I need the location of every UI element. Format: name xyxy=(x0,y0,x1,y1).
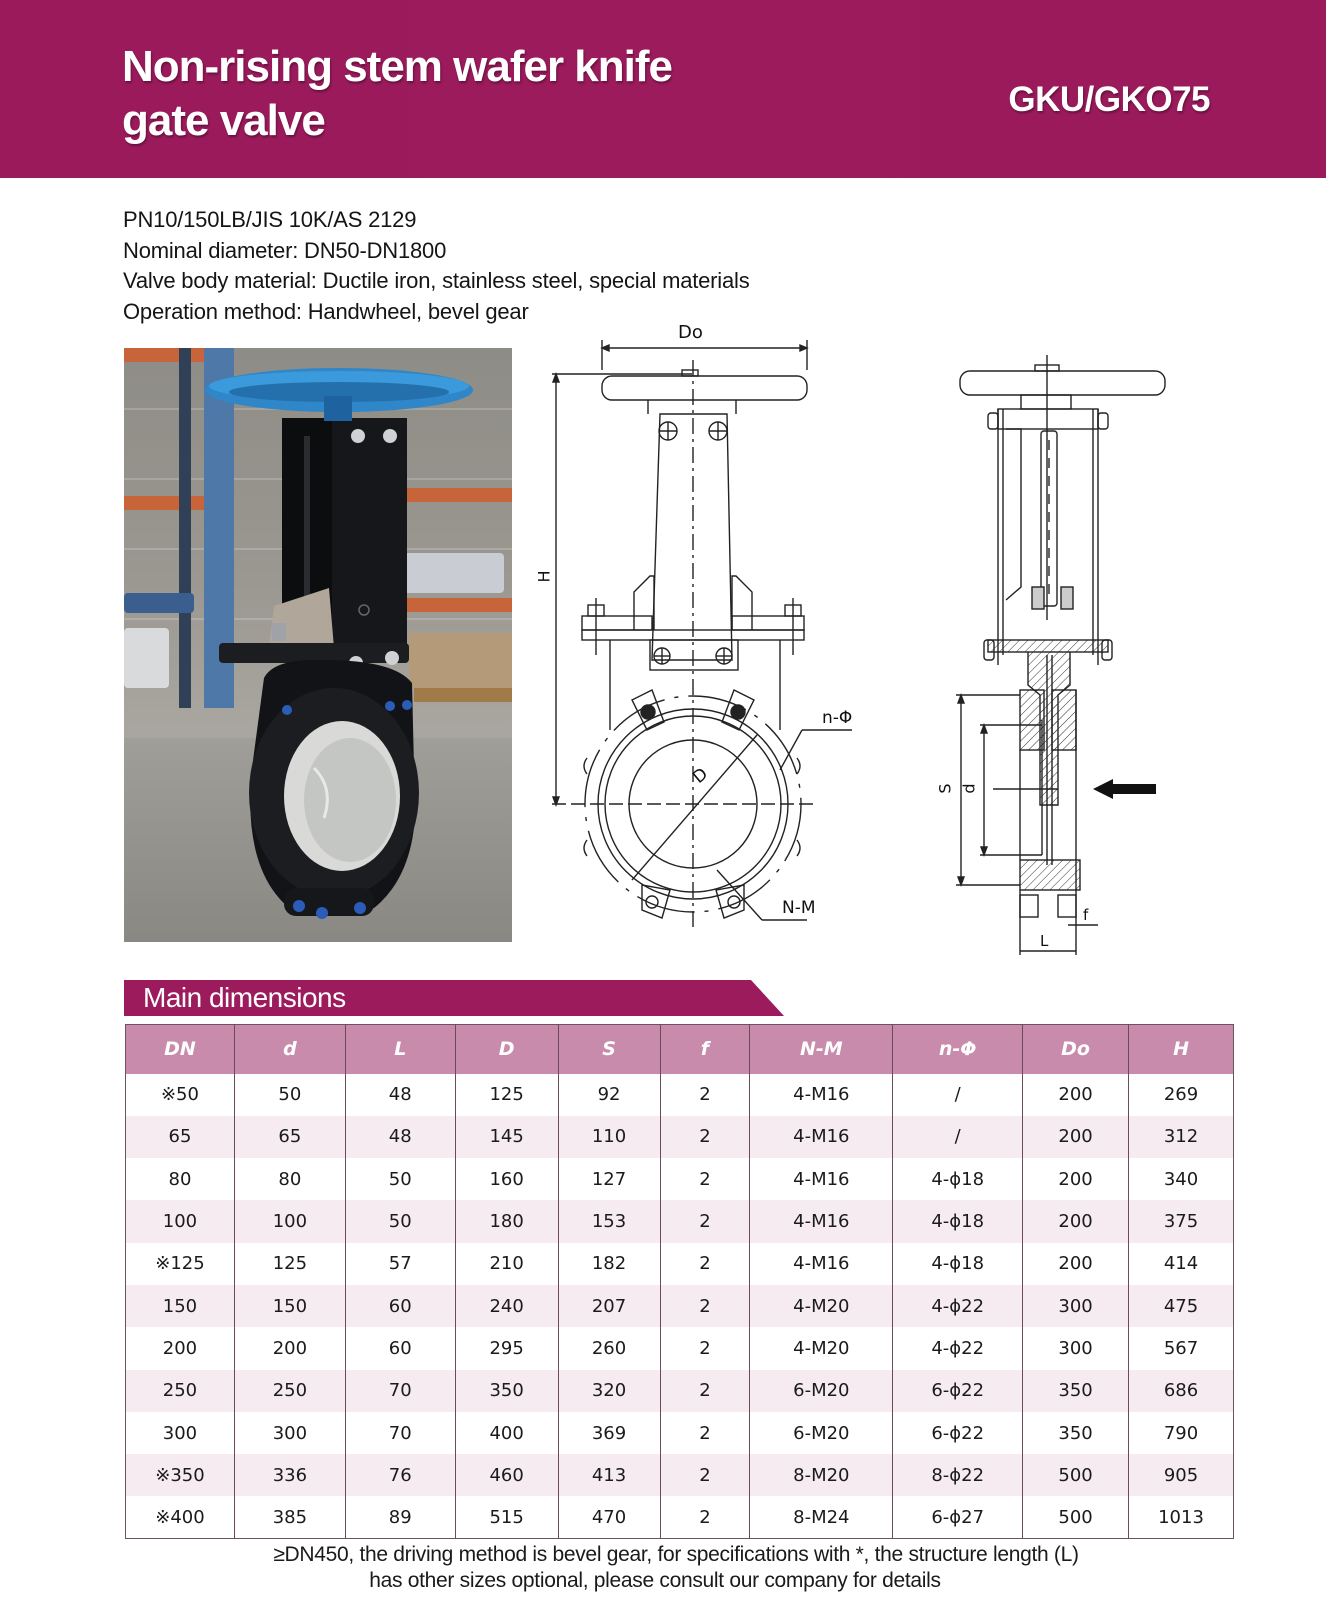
table-row xyxy=(126,1454,1234,1496)
table-cell: 2 xyxy=(660,1370,750,1412)
table-cell: 250 xyxy=(126,1370,235,1412)
label-n-phi: n-Φ xyxy=(822,708,853,728)
label-S: S xyxy=(935,783,955,794)
table-row xyxy=(126,1158,1234,1200)
table-cell: 350 xyxy=(1023,1370,1129,1412)
table-cell: 150 xyxy=(234,1285,345,1327)
table-cell: 200 xyxy=(1023,1158,1129,1200)
table-cell: 4-ϕ22 xyxy=(893,1327,1023,1369)
table-cell: 515 xyxy=(455,1496,558,1538)
table-cell: 89 xyxy=(345,1496,455,1538)
table-cell: 4-M16 xyxy=(750,1158,893,1200)
table-cell: 460 xyxy=(455,1454,558,1496)
table-cell: 250 xyxy=(234,1370,345,1412)
table-cell: 4-ϕ18 xyxy=(893,1200,1023,1242)
table-cell: 470 xyxy=(558,1496,660,1538)
table-cell: 385 xyxy=(234,1496,345,1538)
table-row xyxy=(126,1074,1234,1116)
col-header-h: H xyxy=(1129,1025,1234,1074)
table-row xyxy=(126,1285,1234,1327)
table-row xyxy=(126,1496,1234,1538)
table-cell: 125 xyxy=(455,1074,558,1116)
table-cell: 8-M24 xyxy=(750,1496,893,1538)
col-header-f: f xyxy=(660,1025,750,1074)
table-cell: 240 xyxy=(455,1285,558,1327)
label-L: L xyxy=(1040,932,1049,950)
table-cell: 2 xyxy=(660,1454,750,1496)
table-cell: 182 xyxy=(558,1243,660,1285)
col-header-n-m: N-M xyxy=(750,1025,893,1074)
col-header-dn: DN xyxy=(126,1025,235,1074)
table-cell: 4-ϕ18 xyxy=(893,1158,1023,1200)
table-cell: 340 xyxy=(1129,1158,1234,1200)
table-cell: 65 xyxy=(234,1116,345,1158)
table-row xyxy=(126,1243,1234,1285)
table-cell: 50 xyxy=(234,1074,345,1116)
table-cell: 100 xyxy=(234,1200,345,1242)
table-cell: ※400 xyxy=(126,1496,235,1538)
table-cell: ※125 xyxy=(126,1243,235,1285)
table-cell: 369 xyxy=(558,1412,660,1454)
table-row xyxy=(126,1200,1234,1242)
table-cell: 65 xyxy=(126,1116,235,1158)
table-cell: 4-M20 xyxy=(750,1327,893,1369)
table-cell: 300 xyxy=(1023,1327,1129,1369)
table-cell: 300 xyxy=(234,1412,345,1454)
table-cell: 160 xyxy=(455,1158,558,1200)
table-row xyxy=(126,1116,1234,1158)
table-cell: ※350 xyxy=(126,1454,235,1496)
table-cell: 336 xyxy=(234,1454,345,1496)
table-cell: 70 xyxy=(345,1370,455,1412)
table-cell: 4-M16 xyxy=(750,1243,893,1285)
table-cell: 2 xyxy=(660,1412,750,1454)
col-header-d: d xyxy=(234,1025,345,1074)
table-cell: 200 xyxy=(1023,1243,1129,1285)
table-cell: 4-ϕ22 xyxy=(893,1285,1023,1327)
product-title xyxy=(122,40,742,148)
table-cell: / xyxy=(893,1116,1023,1158)
table-cell: 6-M20 xyxy=(750,1370,893,1412)
table-cell: 2 xyxy=(660,1243,750,1285)
footnote-line1: ≥DN450, the driving method is bevel gear, for specifications with *, the structure length (L) xyxy=(273,1543,1079,1566)
table-cell: 80 xyxy=(234,1158,345,1200)
spec-operation-method: Operation method: Handwheel, bevel gear xyxy=(123,298,529,324)
table-cell: 48 xyxy=(345,1074,455,1116)
table-header-row xyxy=(126,1025,1234,1074)
table-cell: 180 xyxy=(455,1200,558,1242)
table-cell: 2 xyxy=(660,1285,750,1327)
footnote-line2: has other sizes optional, please consult our company for details xyxy=(369,1569,941,1592)
table-cell: 200 xyxy=(234,1327,345,1369)
table-cell: 375 xyxy=(1129,1200,1234,1242)
spec-pressure-standards: PN10/150LB/JIS 10K/AS 2129 xyxy=(123,207,417,232)
col-header-D: D xyxy=(455,1025,558,1074)
table-cell: 269 xyxy=(1129,1074,1234,1116)
table-row xyxy=(126,1327,1234,1369)
product-title-line2: gate valve xyxy=(122,96,325,145)
table-cell: 153 xyxy=(558,1200,660,1242)
table-cell: 295 xyxy=(455,1327,558,1369)
table-cell: 475 xyxy=(1129,1285,1234,1327)
spec-body-material: Valve body material: Ductile iron, stainless steel, special materials xyxy=(123,268,750,293)
table-cell: 200 xyxy=(1023,1116,1129,1158)
front-view-drawing xyxy=(534,322,872,940)
table-cell: 4-M16 xyxy=(750,1116,893,1158)
table-cell: 2 xyxy=(660,1074,750,1116)
table-cell: 905 xyxy=(1129,1454,1234,1496)
model-number: GKU/GKO75 xyxy=(1008,80,1210,119)
label-H: H xyxy=(534,570,554,583)
table-cell: 8-M20 xyxy=(750,1454,893,1496)
label-Do: Do xyxy=(678,322,703,343)
table-row xyxy=(126,1412,1234,1454)
table-cell: 2 xyxy=(660,1200,750,1242)
table-cell: 400 xyxy=(455,1412,558,1454)
table-cell: 57 xyxy=(345,1243,455,1285)
table-cell: 60 xyxy=(345,1327,455,1369)
table-cell: 200 xyxy=(126,1327,235,1369)
section-title: Main dimensions xyxy=(143,982,346,1013)
table-cell: 100 xyxy=(126,1200,235,1242)
table-cell: 4-ϕ18 xyxy=(893,1243,1023,1285)
table-cell: 210 xyxy=(455,1243,558,1285)
table-cell: 145 xyxy=(455,1116,558,1158)
table-cell: 200 xyxy=(1023,1200,1129,1242)
spec-nominal-diameter: Nominal diameter: DN50-DN1800 xyxy=(123,237,447,263)
table-cell: 413 xyxy=(558,1454,660,1496)
col-header-do: Do xyxy=(1023,1025,1129,1074)
table-cell: 150 xyxy=(126,1285,235,1327)
table-cell: 790 xyxy=(1129,1412,1234,1454)
table-cell: 2 xyxy=(660,1327,750,1369)
table-cell: 2 xyxy=(660,1116,750,1158)
table-cell: ※50 xyxy=(126,1074,235,1116)
label-d: d xyxy=(959,783,979,794)
table-cell: 567 xyxy=(1129,1327,1234,1369)
table-cell: 260 xyxy=(558,1327,660,1369)
table-cell: 414 xyxy=(1129,1243,1234,1285)
table-cell: 4-M20 xyxy=(750,1285,893,1327)
table-cell: 207 xyxy=(558,1285,660,1327)
table-cell: 6-ϕ27 xyxy=(893,1496,1023,1538)
table-cell: 300 xyxy=(126,1412,235,1454)
table-cell: 500 xyxy=(1023,1496,1129,1538)
table-cell: 6-M20 xyxy=(750,1412,893,1454)
col-header-s: S xyxy=(558,1025,660,1074)
table-cell: 127 xyxy=(558,1158,660,1200)
table-cell: 6-ϕ22 xyxy=(893,1370,1023,1412)
table-cell: 80 xyxy=(126,1158,235,1200)
label-D: D xyxy=(689,764,712,788)
table-cell: 4-M16 xyxy=(750,1074,893,1116)
table-cell: 110 xyxy=(558,1116,660,1158)
table-cell: 300 xyxy=(1023,1285,1129,1327)
table-cell: 125 xyxy=(234,1243,345,1285)
table-cell: 60 xyxy=(345,1285,455,1327)
label-N-M: N-M xyxy=(782,898,816,918)
table-cell: 50 xyxy=(345,1200,455,1242)
dimensions-table xyxy=(125,1024,1234,1539)
col-header-n-phi: n-Φ xyxy=(893,1025,1023,1074)
table-cell: 48 xyxy=(345,1116,455,1158)
table-cell: 70 xyxy=(345,1412,455,1454)
table-cell: 92 xyxy=(558,1074,660,1116)
table-cell: 200 xyxy=(1023,1074,1129,1116)
table-cell: 350 xyxy=(1023,1412,1129,1454)
table-cell: 8-ϕ22 xyxy=(893,1454,1023,1496)
table-cell: 6-ϕ22 xyxy=(893,1412,1023,1454)
table-cell: 2 xyxy=(660,1158,750,1200)
table-cell: 350 xyxy=(455,1370,558,1412)
product-photo xyxy=(124,348,512,942)
table-cell: 312 xyxy=(1129,1116,1234,1158)
label-f: f xyxy=(1083,906,1089,924)
table-cell: 2 xyxy=(660,1496,750,1538)
table-cell: 320 xyxy=(558,1370,660,1412)
table-cell: 1013 xyxy=(1129,1496,1234,1538)
table-cell: 4-M16 xyxy=(750,1200,893,1242)
table-cell: 686 xyxy=(1129,1370,1234,1412)
col-header-l: L xyxy=(345,1025,455,1074)
table-row xyxy=(126,1370,1234,1412)
table-cell: 76 xyxy=(345,1454,455,1496)
spec-list xyxy=(123,205,750,327)
product-title-line1: Non-rising stem wafer knife xyxy=(122,42,673,91)
header-banner xyxy=(0,0,1326,178)
table-cell: 500 xyxy=(1023,1454,1129,1496)
table-cell: / xyxy=(893,1074,1023,1116)
table-cell: 50 xyxy=(345,1158,455,1200)
side-view-drawing xyxy=(935,355,1173,960)
